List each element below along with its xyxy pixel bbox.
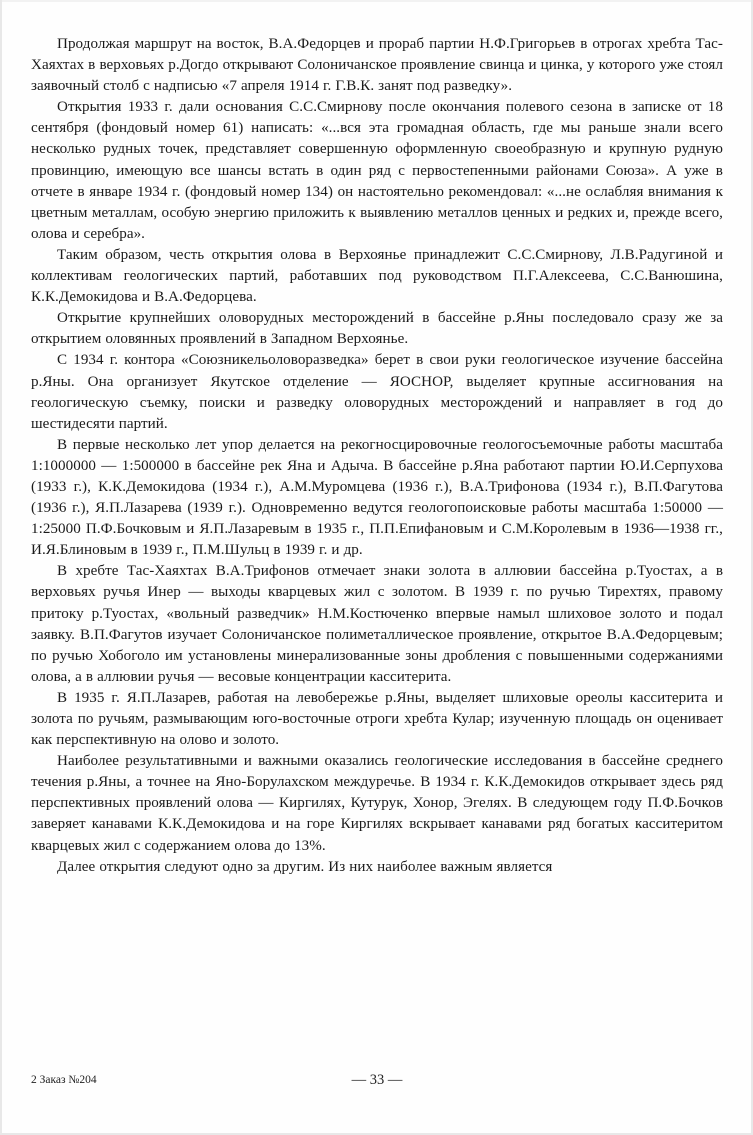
paragraph: Наиболее результативными и важными оказались геологические исследования в бассейне среднего течения р.Яны, а точнее на Яно-Борулахском междуречье. В 1934 г. К.К.Демокидов открывает здесь ряд перспективных проявлений олова — Киргилях, Кутурук, Хонор, Эгелях. В следующем году П.Ф.Бочков заверяет канавами К.К.Демокидова и на горе Киргилях вскрывает канавами ряд богатых касситеритом кварцевых жил с содержанием олова до 13%. xyxy=(31,753,723,854)
page-left-edge xyxy=(0,0,2,1135)
page-number: — 33 — xyxy=(351,1072,403,1088)
paragraph: Открытие крупнейших оловорудных месторождений в бассейне р.Яны последовало сразу же за открытием оловянных проявлений в Западном Верхоянье. xyxy=(31,310,723,348)
paragraph: Открытия 1933 г. дали основания С.С.Смирнову после окончания полевого сезона в записке от 18 сентября (фондовый номер 61) написать: «...вся эта громадная область, где мы раньше знали всего несколько рудных точек, представляет совершенную оформленную своеобразную и крупную рудную провинцию, имеющую все шансы встать в один ряд с первостепенными районами Союза». А уже в отчете в январе 1934 г. (фондовый номер 134) он настоятельно рекомендовал: «...не ослабляя внимания к цветным металлам, особую энергию приложить к выявлению металлов ценных и редких и, прежде всего, олова и серебра». xyxy=(31,99,723,242)
paragraph: В первые несколько лет упор делается на рекогносцировочные геологосъемочные работы масштаба 1:1000000 — 1:500000 в бассейне рек Яна и Адыча. В бассейне р.Яна работают партии Ю.И.Серпухова (1933 г.), К.К.Демокидова (1934 г.), А.М.Муромцева (1936 г.), В.А.Трифонова (1934 г.), В.П.Фагутова (1936 г.), Я.П.Лазарева (1939 г.). Одновременно ведутся геологопоисковые работы масштаба 1:50000 — 1:25000 П.Ф.Бочковым и Я.П.Лазаревым в 1935 г., П.П.Епифановым и С.М.Королевым в 1936—1938 гг., И.Я.Блиновым в 1939 г., П.М.Шульц в 1939 г. и др. xyxy=(31,436,723,559)
page-top-edge xyxy=(0,0,753,2)
paragraph: Таким образом, честь открытия олова в Верхоянье принадлежит С.С.Смирнову, Л.В.Радугиной и коллективам геологических партий, работавших под руководством П.Г.Алексеева, С.С.Ванюшина, К.К.Демокидова и В.А.Федорцева. xyxy=(31,246,723,306)
paragraph: С 1934 г. контора «Союзникельоловоразведка» берет в свои руки геологическое изучение бассейна р.Яны. Она организует Якутское отделение — ЯОСНОР, выделяет крупные ассигнования на геологическую съемку, поиски и разведку оловорудных месторождений и направляет в год до шестидесяти партий. xyxy=(31,352,723,432)
paragraph: Далее открытия следуют одно за другим. Из них наиболее важным является xyxy=(57,858,553,875)
page-footer xyxy=(31,1072,723,1092)
paragraph: Продолжая маршрут на восток, В.А.Федорцев и прораб партии Н.Ф.Григорьев в отрогах хребта Тас-Хаяхтах в верховьях р.Догдо открывают Солоничанское проявление свинца и цинка, у которого уже стоял заявочный столб с надписью «7 апреля 1914 г. Г.В.К. занят под разведку». xyxy=(31,36,723,95)
body-text xyxy=(31,34,723,878)
paragraph: В 1935 г. Я.П.Лазарев, работая на левобережье р.Яны, выделяет шлиховые ореолы касситерита и золота по ручьям, размывающим юго-восточные отроги хребта Кулар; изученную площадь он оценивает как перспективную на олово и золото. xyxy=(31,689,723,749)
paragraph: В хребте Тас-Хаяхтах В.А.Трифонов отмечает знаки золота в аллювии бассейна р.Туостах, а в верховьях ручья Инер — выходы кварцевых жил с золотом. В 1939 г. по ручью Тирехтях, правому притоку р.Туостах, «вольный разведчик» Н.М.Костюченко впервые намыл шлиховое золото и подал заявку. В.П.Фагутов изучает Солоничанское полиметаллическое проявление, открытое В.А.Федорцевым; по ручью Хобоголо им установлены минерализованные зоны дробления с повышенными содержаниями олова, а в аллювии ручья — весовые концентрации касситерита. xyxy=(31,563,723,685)
print-order-note: 2 Заказ №204 xyxy=(31,1074,97,1086)
